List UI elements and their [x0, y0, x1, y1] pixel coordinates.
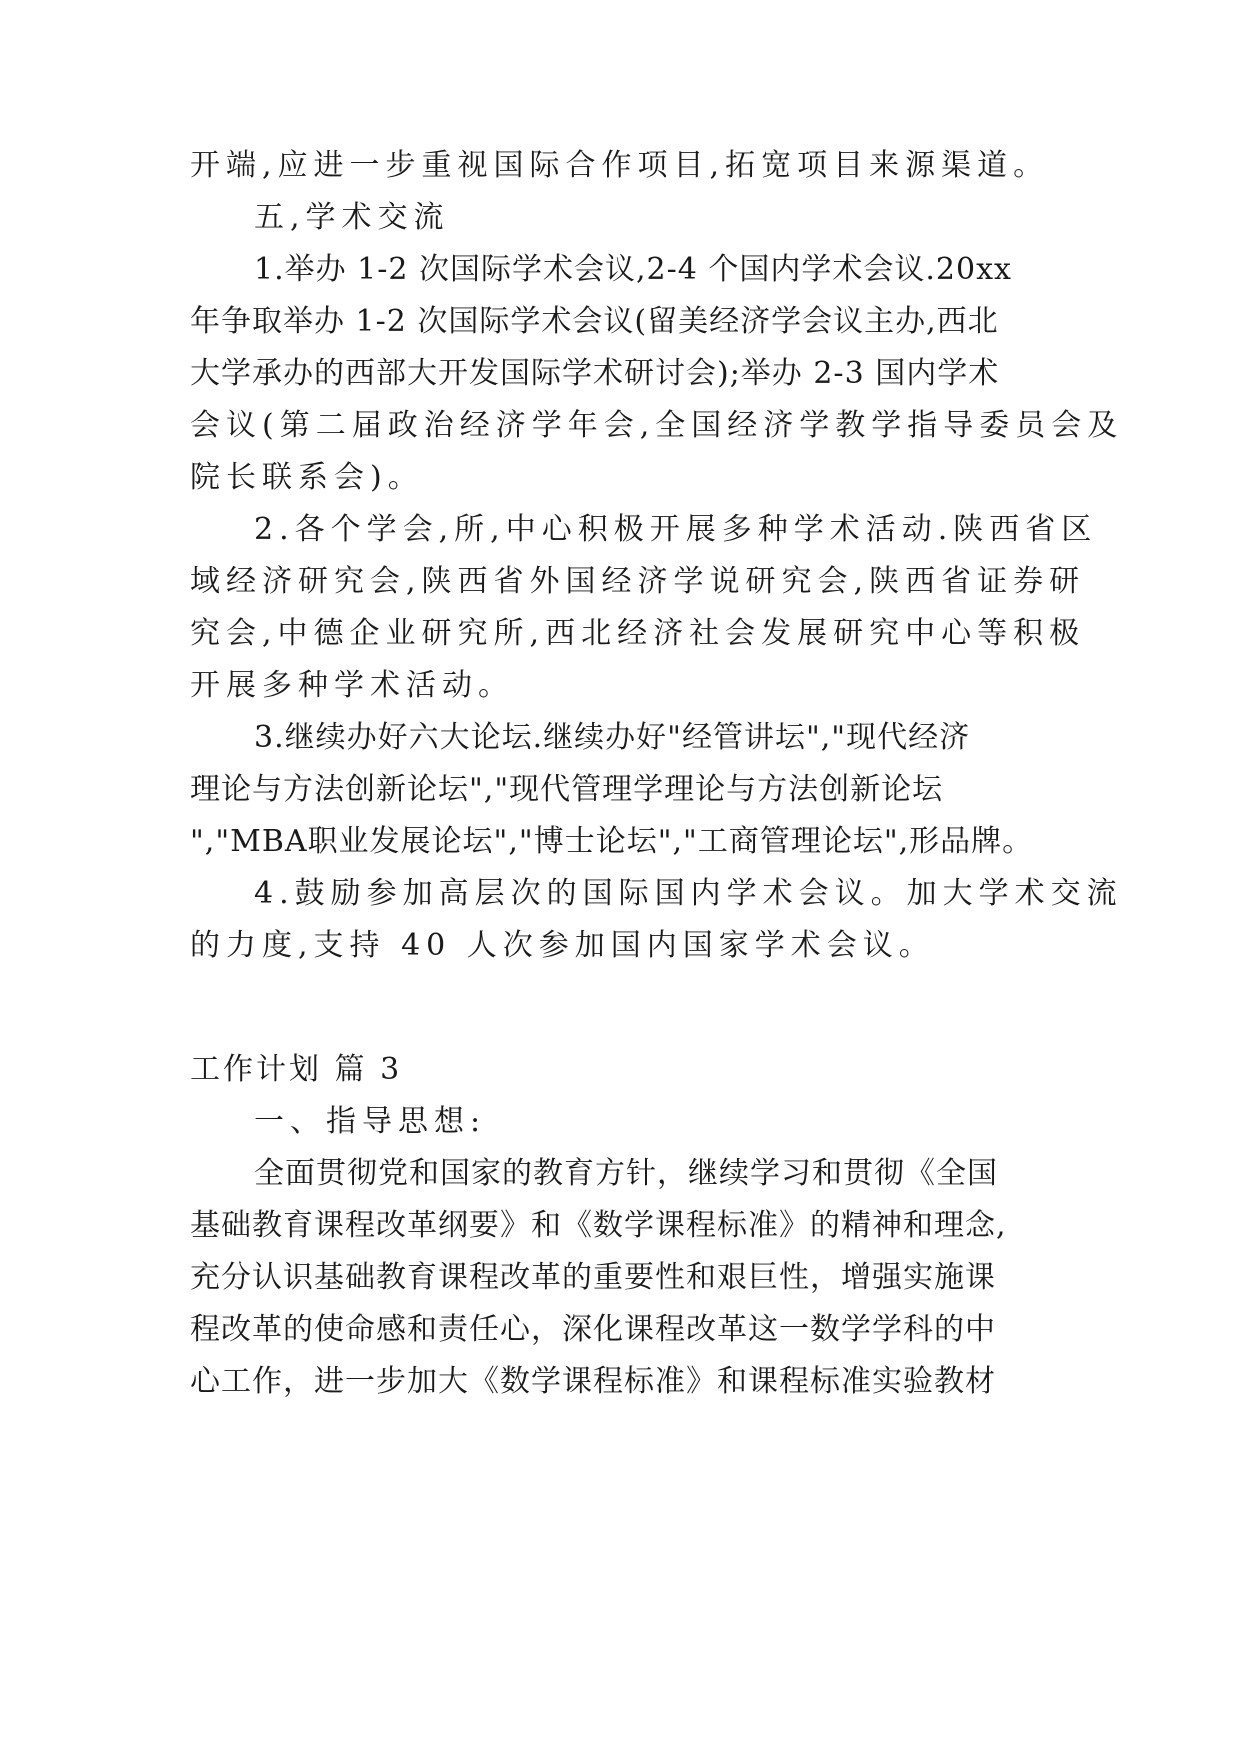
text-line: 程改革的使命感和责任心，深化课程改革这一数学学科的中: [190, 1312, 996, 1347]
text-line: 3.继续办好六大论坛.继续办好"经管讲坛","现代经济: [254, 720, 971, 755]
text-line: 1.举办 1-2 次国际学术会议,2-4 个国内学术会议.20xx: [254, 252, 1012, 287]
text-line: 域经济研究会,陕西省外国经济学说研究会,陕西省证券研: [190, 564, 1086, 599]
text-line: 基础教育课程改革纲要》和《数学课程标准》的精神和理念,: [190, 1208, 1007, 1243]
text-line: 年争取举办 1-2 次国际学术会议(留美经济学会议主办,西北: [190, 304, 999, 339]
text-line: 究会,中德企业研究所,西北经济社会发展研究中心等积极: [190, 616, 1086, 651]
text-line: 院长联系会)。: [190, 460, 424, 495]
text-line: 4.鼓励参加高层次的国际国内学术会议。加大学术交流: [254, 876, 1123, 911]
section-heading: 一、指导思想:: [254, 1104, 487, 1139]
text-line: 大学承办的西部大开发国际学术研讨会);举办 2-3 国内学术: [190, 356, 1000, 391]
text-line: 开展多种学术活动。: [190, 668, 514, 703]
text-line: 全面贯彻党和国家的教育方针，继续学习和贯彻《全国: [254, 1156, 998, 1191]
text-line: 的力度,支持 40 人次参加国内国家学术会议。: [190, 928, 935, 963]
section-heading: 五,学术交流: [254, 200, 450, 235]
text-line: 2.各个学会,所,中心积极开展多种学术活动.陕西省区: [254, 512, 1098, 547]
text-line: 充分认识基础教育课程改革的重要性和艰巨性，增强实施课: [190, 1260, 996, 1295]
text-line: 会议(第二届政治经济学年会,全国经济学教学指导委员会及: [190, 408, 1124, 443]
text-line: 理论与方法创新论坛","现代管理学理论与方法创新论坛: [190, 772, 944, 807]
text-line: ","MBA职业发展论坛","博士论坛","工商管理论坛",形品牌。: [190, 824, 1034, 859]
text-line: 心工作，进一步加大《数学课程标准》和课程标准实验教材: [190, 1364, 996, 1399]
section-title: 工作计划 篇 3: [190, 1052, 403, 1087]
text-line: 开端,应进一步重视国际合作项目,拓宽项目来源渠道。: [190, 148, 1050, 183]
